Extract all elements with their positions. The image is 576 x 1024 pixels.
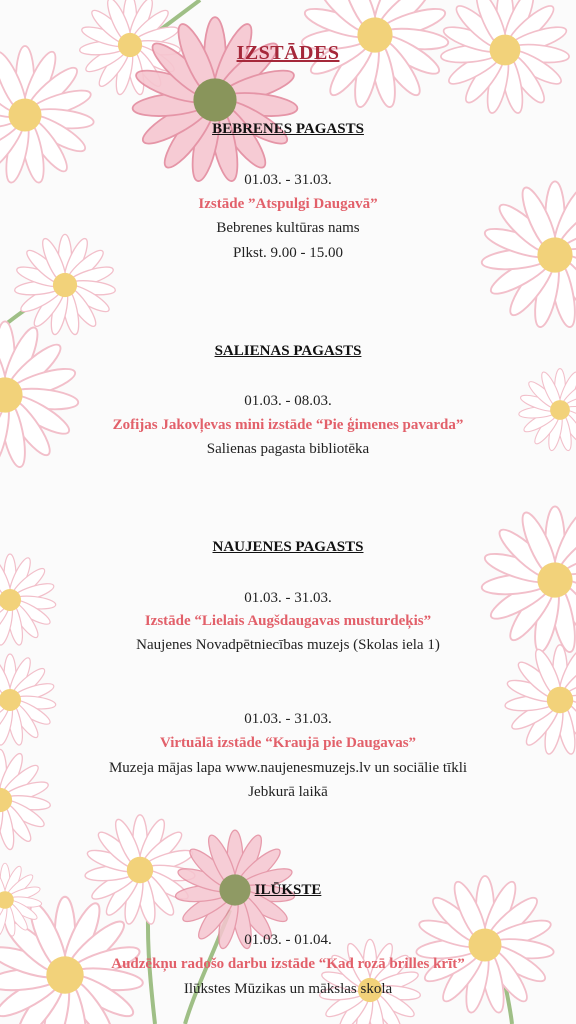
event-name: Izstāde “Lielais Augšdaugavas musturdeķis” (144, 613, 432, 629)
event-dates: 01.03. - 01.04. (244, 932, 332, 948)
event-name: Virtuālā izstāde “Kraujā pie Daugavas” (159, 735, 417, 751)
page-title: IZSTĀDES (236, 42, 340, 64)
event-dates: 01.03. - 08.03. (244, 393, 332, 409)
event-place: Salienas pagasta bibliotēka (206, 441, 370, 457)
event-place: Naujenes Novadpētniecības muzejs (Skolas iela 1) (136, 637, 440, 653)
event-name: Zofijas Jakovļevas mini izstāde “Pie ģimenes pavarda” (112, 417, 464, 433)
section-heading-salienas: SALIENAS PAGASTS (214, 343, 362, 359)
event-time: Plkst. 9.00 - 15.00 (232, 245, 343, 261)
section-heading-ilukste: ILŪKSTE (254, 882, 322, 898)
event-name: Audzēkņu radošo darbu izstāde “Kad rozā brilles krīt” (111, 956, 465, 972)
section-heading-naujenes: NAUJENES PAGASTS (212, 539, 364, 555)
event-time: Jebkurā laikā (248, 784, 328, 800)
event-dates: 01.03. - 31.03. (244, 172, 332, 188)
event-place: Bebrenes kultūras nams (216, 220, 360, 236)
section-heading-bebrenes: BEBRENES PAGASTS (212, 121, 364, 137)
event-dates: 01.03. - 31.03. (244, 590, 332, 606)
event-dates: 01.03. - 31.03. (244, 711, 332, 727)
event-place: Ilūkstes Mūzikas un mākslas skola (183, 981, 393, 997)
event-name: Izstāde ”Atspulgi Daugavā” (198, 196, 378, 212)
event-place: Muzeja mājas lapa www.naujenesmuzejs.lv un sociālie tīkli (108, 760, 468, 776)
